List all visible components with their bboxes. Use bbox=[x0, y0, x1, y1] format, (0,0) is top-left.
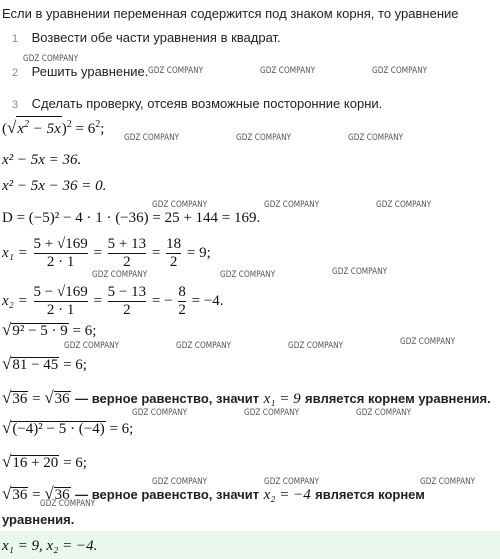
equation-rhs: = 6 bbox=[75, 121, 96, 137]
watermark: GDZ COMPANY bbox=[148, 66, 204, 76]
watermark: GDZ COMPANY bbox=[400, 337, 456, 347]
step-text: Возвести обе части уравнения в квадрат. bbox=[31, 30, 281, 45]
watermark: GDZ COMPANY bbox=[152, 200, 208, 210]
equation-line-3: x² − 5x − 36 = 0. bbox=[2, 178, 107, 194]
check-x2-conclusion: √36 = √36 — верное равенство, значит x₂ = −4 является корнем bbox=[2, 484, 425, 503]
check-x1-line-1: √9² − 5 · 9 = 6; bbox=[2, 320, 97, 339]
check-x1-conclusion: √36 = √36 — верное равенство, значит x₁ = 9 является корнем уравнения. bbox=[2, 388, 491, 407]
watermark: GDZ COMPANY bbox=[260, 66, 316, 76]
equation-line-2: x² − 5x = 36. bbox=[2, 152, 82, 168]
answer: x₁ = 9, x₂ = −4. bbox=[2, 538, 98, 554]
watermark: GDZ COMPANY bbox=[132, 408, 188, 418]
watermark: GDZ COMPANY bbox=[40, 499, 96, 509]
step-number: 3 bbox=[12, 99, 19, 111]
watermark: GDZ COMPANY bbox=[124, 133, 180, 143]
watermark: GDZ COMPANY bbox=[220, 270, 276, 280]
watermark: GDZ COMPANY bbox=[236, 133, 292, 143]
step-text: Сделать проверку, отсеяв возможные посторонние корни. bbox=[31, 96, 383, 111]
watermark: GDZ COMPANY bbox=[244, 408, 300, 418]
check-x2-conclusion-cont: уравнения. bbox=[2, 512, 75, 527]
check-x1-line-2: √81 − 45 = 6; bbox=[2, 354, 87, 373]
intro-text: Если в уравнении переменная содержится под знаком корня, то уравнение bbox=[2, 6, 459, 21]
step-number: 2 bbox=[12, 67, 19, 79]
watermark: GDZ COMPANY bbox=[288, 341, 344, 351]
step-text: Решить уравнение. bbox=[31, 64, 149, 79]
watermark: GDZ COMPANY bbox=[64, 341, 120, 351]
watermark: GDZ COMPANY bbox=[376, 200, 432, 210]
watermark: GDZ COMPANY bbox=[152, 477, 208, 487]
watermark: GDZ COMPANY bbox=[356, 408, 412, 418]
watermark: GDZ COMPANY bbox=[92, 270, 148, 280]
watermark: GDZ COMPANY bbox=[348, 133, 404, 143]
step-2 bbox=[12, 64, 148, 79]
watermark: GDZ COMPANY bbox=[420, 477, 476, 487]
root-x2: x₂ = $\frac{5 - √169}{2 \cdot 1}$ = $\frac{5 - 13}{2}$ = − $\frac{8}{2}$ = −4. bbox=[2, 284, 224, 318]
watermark: GDZ COMPANY bbox=[332, 267, 388, 277]
discriminant: D = (−5)² − 4 · 1 · (−36) = 25 + 144 = 169. bbox=[2, 210, 261, 226]
check-x2-line-1: √(−4)² − 5 · (−4) = 6; bbox=[2, 418, 134, 437]
check-x2-line-2: √16 + 20 = 6; bbox=[2, 452, 87, 471]
step-number: 1 bbox=[12, 33, 19, 45]
watermark: GDZ COMPANY bbox=[176, 341, 232, 351]
step-3 bbox=[12, 96, 382, 111]
watermark: GDZ COMPANY bbox=[264, 477, 320, 487]
watermark: GDZ COMPANY bbox=[372, 66, 428, 76]
watermark: GDZ COMPANY bbox=[23, 54, 79, 64]
equation-squared: $(√x^2 - 5x)^2 = 6^2$; bbox=[2, 118, 105, 137]
step-1 bbox=[12, 30, 281, 45]
watermark: GDZ COMPANY bbox=[264, 200, 320, 210]
root-x1: x₁ = $\frac{5 + √169}{2 \cdot 1}$ = $\frac{5 + 13}{2}$ = $\frac{18}{2}$ = 9; bbox=[2, 236, 211, 270]
